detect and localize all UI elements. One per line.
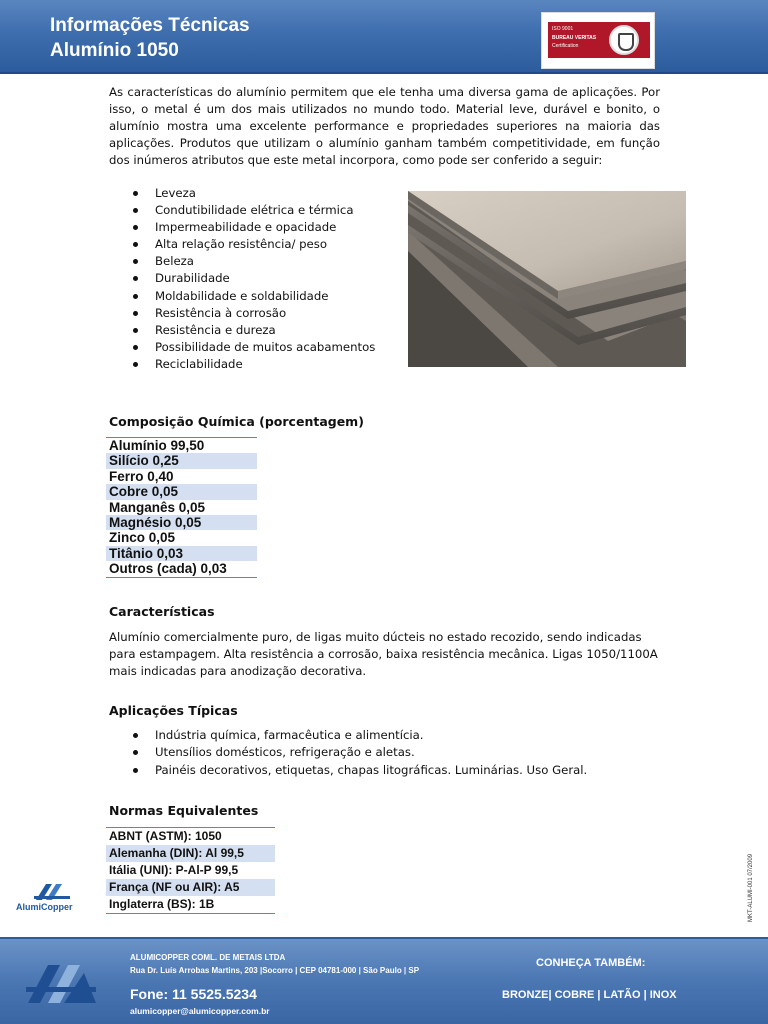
alumicopper-logo bbox=[16, 880, 80, 916]
aluminum-plates-illustration bbox=[408, 191, 686, 367]
composition-heading: Composição Química (porcentagem) bbox=[109, 414, 364, 429]
intro-paragraph: As características do alumínio permitem que ele tenha uma diversa gama de aplicações. Por isso, o metal é um dos mais utilizados no mundo todo. Material leve, durável e bonito, o alumínio mostra uma excelente performance e propriedades superiores na maioria das aplicações. Produtos que utilizam o alumínio ganham também competitividade, em função dos inúmeros atributos que este metal incorpora, como pode ser conferido a seguir: bbox=[109, 85, 660, 167]
standards-heading: Normas Equivalentes bbox=[109, 803, 259, 818]
standards-table bbox=[106, 827, 275, 914]
applications-list bbox=[133, 727, 587, 779]
bureau-veritas-seal-icon bbox=[609, 25, 639, 55]
list-item: Indústria química, farmacêutica e alimentícia. bbox=[133, 727, 587, 744]
list-item: Moldabilidade e soldabilidade bbox=[133, 288, 375, 305]
list-item: Durabilidade bbox=[133, 270, 375, 287]
certification-badge bbox=[548, 22, 650, 58]
characteristics-paragraph: Alumínio comercialmente puro, de ligas muito dúcteis no estado recozido, sendo indicadas para estampagem. Alta resistência a corrosão, baixa resistência mecânica. Ligas 1050/1100A mais indicadas para anodização decorativa. bbox=[109, 630, 658, 678]
list-item: Painéis decorativos, etiquetas, chapas litográficas. Luminárias. Uso Geral. bbox=[133, 762, 587, 779]
company-address: Rua Dr. Luís Arrobas Martins, 203 |Socorro | CEP 04781-000 | São Paulo | SP bbox=[130, 966, 420, 975]
table-row: Inglaterra (BS): 1B bbox=[109, 897, 215, 911]
company-phone: Fone: 11 5525.5234 bbox=[130, 986, 257, 1002]
page-footer bbox=[0, 937, 768, 1024]
list-item: Possibilidade de muitos acabamentos bbox=[133, 339, 375, 356]
list-item: Leveza bbox=[133, 185, 375, 202]
alumicopper-footer-logo-icon bbox=[26, 959, 98, 1003]
iso-certification-logo bbox=[541, 12, 655, 69]
table-row: Silício 0,25 bbox=[106, 453, 257, 468]
logo-text: AlumiCopper bbox=[16, 902, 73, 912]
table-row: Manganês 0,05 bbox=[109, 499, 206, 515]
title-line-1: Informações Técnicas bbox=[50, 15, 250, 36]
table-row: França (NF ou AIR): A5 bbox=[106, 879, 275, 896]
list-item: Beleza bbox=[133, 253, 375, 270]
characteristics-heading: Características bbox=[109, 604, 215, 619]
list-item: Reciclabilidade bbox=[133, 356, 375, 373]
composition-table bbox=[106, 437, 257, 578]
table-row: Outros (cada) 0,03 bbox=[109, 561, 227, 577]
bureau-veritas-label: BUREAU VERITAS bbox=[552, 35, 597, 41]
document-title bbox=[50, 13, 250, 63]
page-header bbox=[0, 0, 768, 74]
list-item: Utensílios domésticos, refrigeração e aletas. bbox=[133, 744, 587, 761]
certification-label: Certification bbox=[552, 43, 579, 49]
list-item: Alta relação resistência/ peso bbox=[133, 236, 375, 253]
list-item: Resistência à corrosão bbox=[133, 305, 375, 322]
list-item: Impermeabilidade e opacidade bbox=[133, 219, 375, 236]
applications-heading: Aplicações Típicas bbox=[109, 703, 238, 718]
table-row: Itália (UNI): P-Al-P 99,5 bbox=[109, 863, 239, 877]
product-links: BRONZE| COBRE | LATÃO | INOX bbox=[502, 989, 677, 1001]
table-row: Cobre 0,05 bbox=[106, 484, 257, 499]
table-row: Titânio 0,03 bbox=[106, 546, 257, 561]
list-item: Condutibilidade elétrica e térmica bbox=[133, 202, 375, 219]
see-also-heading: CONHEÇA TAMBÉM: bbox=[536, 957, 646, 969]
alumicopper-logo-icon bbox=[32, 882, 74, 902]
title-line-2: Alumínio 1050 bbox=[50, 40, 179, 61]
table-row: ABNT (ASTM): 1050 bbox=[109, 829, 222, 843]
table-row: Alumínio 99,50 bbox=[109, 438, 205, 453]
table-row: Magnésio 0,05 bbox=[106, 515, 257, 530]
table-row: Alemanha (DIN): Al 99,5 bbox=[106, 845, 275, 862]
features-list bbox=[133, 185, 375, 373]
table-row: Zinco 0,05 bbox=[109, 530, 176, 546]
table-row: Ferro 0,40 bbox=[109, 468, 174, 484]
company-name: ALUMICOPPER COML. DE METAIS LTDA bbox=[130, 953, 286, 962]
aluminum-plates-photo bbox=[408, 191, 686, 367]
iso-label: ISO 9001 bbox=[552, 26, 574, 32]
list-item: Resistência e dureza bbox=[133, 322, 375, 339]
document-code: MKT-ALUMI-001 07/2009 bbox=[748, 853, 754, 922]
company-email: alumicopper@alumicopper.com.br bbox=[130, 1006, 270, 1016]
